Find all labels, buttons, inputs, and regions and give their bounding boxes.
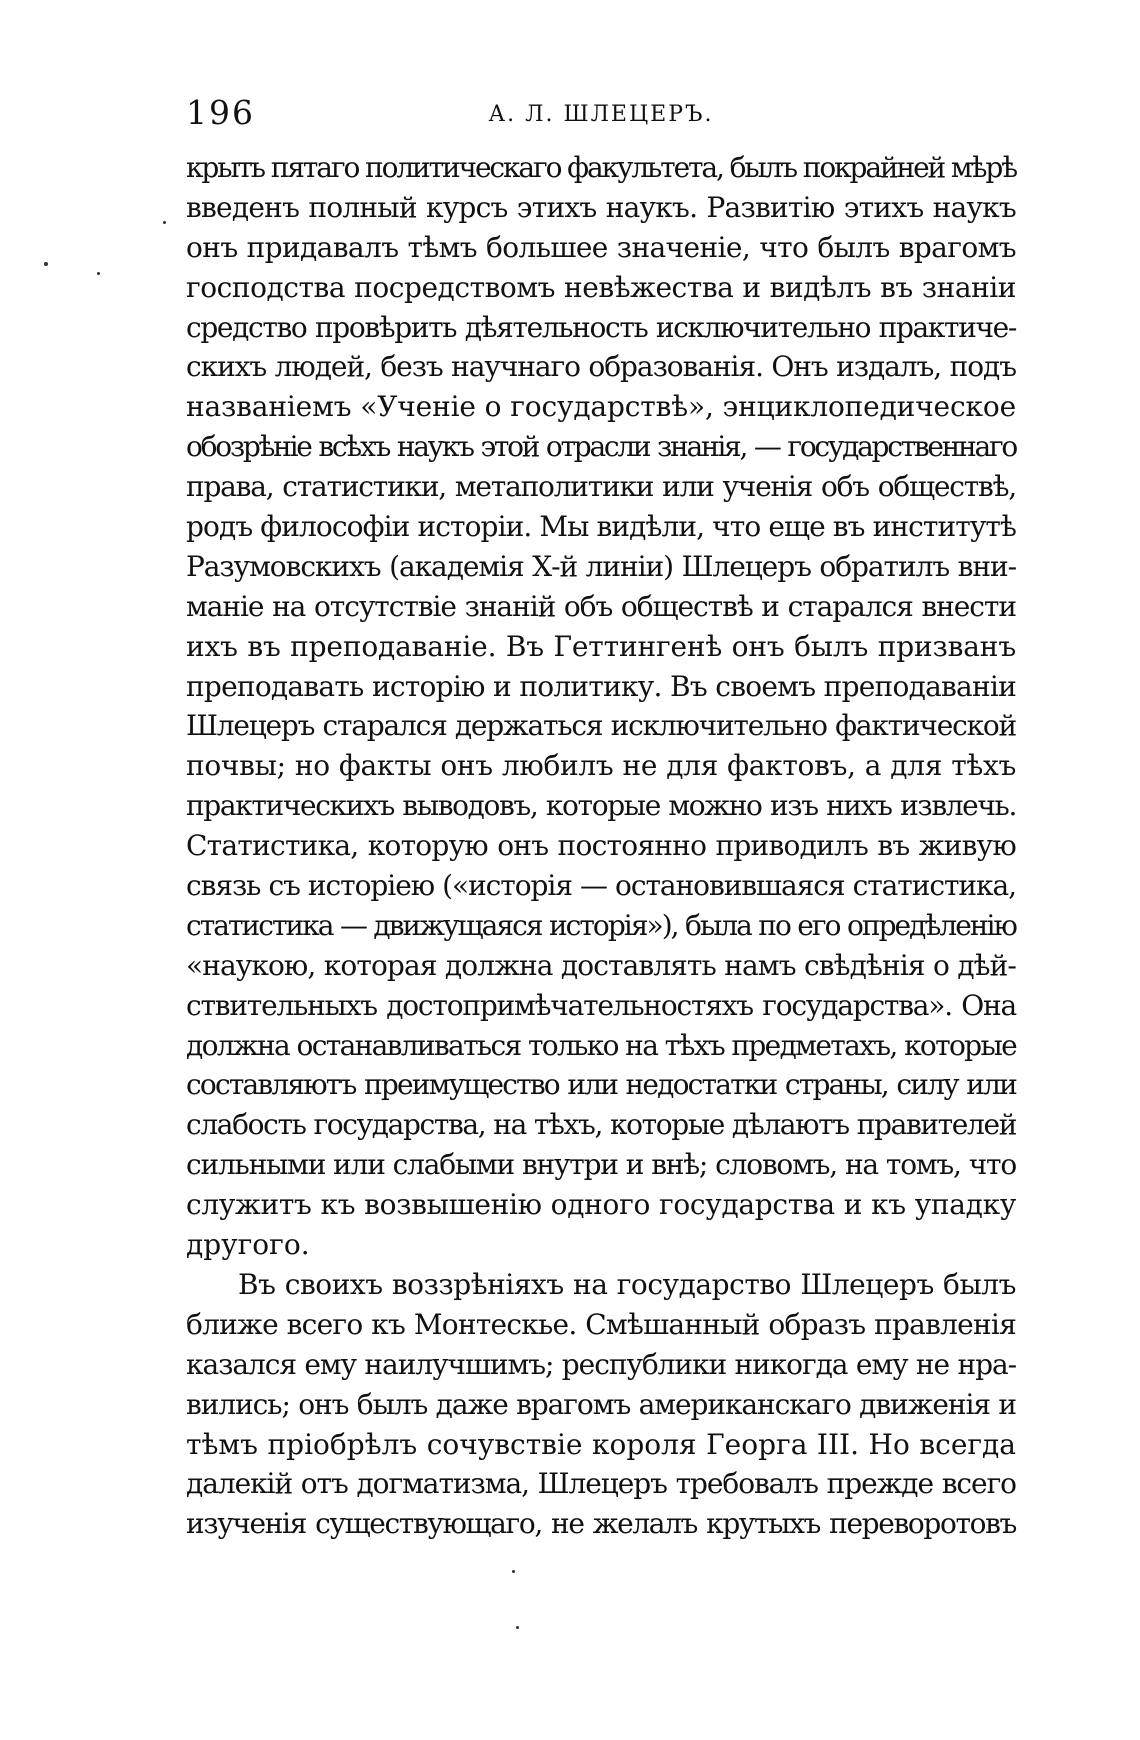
scan-speck [512,1570,515,1573]
text-line: практическихъ выводовъ, которые можно изъ нихъ извлечь. [186,789,1016,823]
text-line: вились; онъ былъ даже врагомъ американскаго движенія и [186,1387,1016,1421]
text-line: ствительныхъ достопримѣчательностяхъ государства». Она [186,988,1016,1022]
text-line: крыть пятаго политическаго факультета, былъ покрайней мѣрѣ [186,151,1016,184]
text-line: Разумовскихъ (академія Х-й линіи) Шлецеръ обратилъ вни- [186,549,1016,583]
text-line: статистика — движущаяся исторія»), была по его опредѣленію [186,908,1016,942]
text-line: Шлецеръ старался держаться исключительно фактической [186,709,1016,743]
text-line: составляютъ преимущество или недостатки страны, силу или [186,1068,1016,1102]
text-line: средство провѣрить дѣятельность исключительно практиче- [186,310,1016,344]
text-line: маніе на отсутствіе знаній объ обществѣ и старался внести [186,589,1016,623]
text-line: изученія существующаго, не желалъ крутыхъ переворотовъ [186,1507,1016,1541]
text-line: казался ему наилучшимъ; республики никогда ему не нра- [186,1347,1016,1381]
text-line: названіемъ «Ученіе о государствѣ», энциклопедическое [186,390,1016,424]
text-line: онъ придавалъ тѣмъ большее значеніе, что былъ врагомъ [186,230,1016,264]
text-line: преподавать исторію и политику. Въ своемъ преподаваніи [186,669,1016,703]
text-line: «наукою, которая должна доставлять намъ свѣдѣнія о дѣй- [186,948,1016,982]
text-line: Въ своихъ воззрѣніяхъ на государство Шлецеръ былъ [238,1267,1016,1301]
text-line: господства посредствомъ невѣжества и видѣлъ въ знаніи [186,270,1016,304]
scan-speck [97,272,100,275]
scan-speck [163,221,166,224]
text-line: права, статистики, метаполитики или ученія объ обществѣ, [186,470,1016,504]
text-line: связь съ исторіею («исторія — остановившаяся статистика, [186,869,1016,903]
text-line: далекій отъ догматизма, Шлецеръ требовалъ прежде всего [186,1467,1016,1501]
page-header [186,93,1016,133]
text-line: Статистика, которую онъ постоянно приводилъ въ живую [186,829,1016,863]
text-line: слабость государства, на тѣхъ, которые дѣлаютъ правителей [186,1108,1016,1142]
text-line: почвы; но факты онъ любилъ не для фактовъ, а для тѣхъ [186,749,1016,783]
text-line: тѣмъ пріобрѣлъ сочувствіе короля Георга III. Но всегда [186,1427,1016,1461]
paragraph-1 [186,148,1016,1265]
text-line: служитъ къ возвышенію одного государства и къ упадку [186,1188,1016,1222]
text-line: должна останавливаться только на тѣхъ предметахъ, которые [186,1028,1016,1062]
text-line: введенъ полный курсъ этихъ наукъ. Развитію этихъ наукъ [186,190,1016,224]
text-line: ихъ въ преподаваніе. Въ Геттингенѣ онъ былъ призванъ [186,629,1016,663]
scan-speck [516,1626,519,1629]
scan-speck [44,262,48,266]
text-line: обозрѣніе всѣхъ наукъ этой отрасли знанія, — государственнаго [186,430,1016,464]
paragraph-2 [186,1265,1016,1544]
body-text [186,148,1016,1544]
text-line: ближе всего къ Монтескье. Смѣшанный образъ правленія [186,1307,1016,1341]
running-head: А. Л. ШЛЕЦЕРЪ. [488,102,714,127]
page-number: 196 [186,93,255,132]
text-line: скихъ людей, безъ научнаго образованія. Онъ издалъ, подъ [186,350,1016,384]
text-line: сильными или слабыми внутри и внѣ; словомъ, на томъ, что [186,1148,1016,1182]
text-line: родъ философіи исторіи. Мы видѣли, что еще въ институтѣ [186,510,1016,544]
text-line: другого. [186,1228,310,1262]
